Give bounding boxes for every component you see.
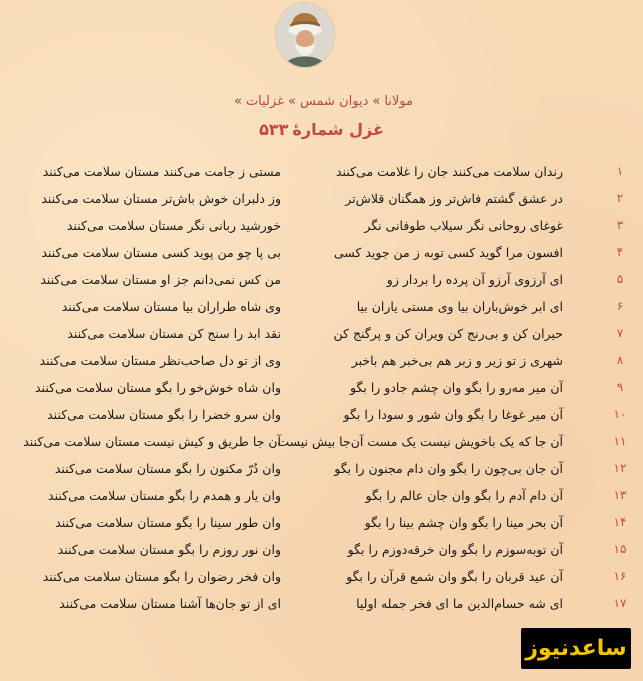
verse-number[interactable]: ۱۳ (613, 488, 627, 502)
verse-first-hemistich: آن دام آدم را بگو وان جان عالم را بگو (365, 488, 563, 503)
verse-number[interactable]: ۹ (616, 380, 624, 394)
breadcrumb-separator: » (372, 94, 381, 109)
breadcrumb-ghazals-link[interactable]: غزلیات (245, 94, 284, 109)
verse-first-hemistich: ای آرزوی آرزو آن پرده را بردار زو (386, 272, 563, 287)
verse-row (0, 591, 643, 618)
verse-first-hemistich: آن میر غوغا را بگو وان شور و سودا را بگو (343, 407, 563, 422)
verse-second-hemistich: من کس نمی‌دانم جز او مستان سلامت می‌کنند (40, 272, 281, 287)
title-prefix: غزل شمارهٔ (292, 120, 384, 139)
verse-number[interactable]: ۱ (616, 164, 624, 178)
verse-first-hemistich: حیران کن و بی‌رنج کن ویران کن و پرگنج کن (333, 326, 563, 341)
verse-row (0, 375, 643, 402)
verse-number[interactable]: ۲ (616, 191, 624, 205)
verse-row (0, 564, 643, 591)
verse-second-hemistich: نقد ابد را سنج کن مستان سلامت می‌کنند (67, 326, 281, 341)
verse-row (0, 294, 643, 321)
verse-number[interactable]: ۱۱ (613, 434, 627, 448)
breadcrumb-poet-link[interactable]: مولانا (384, 94, 414, 109)
verse-row (0, 402, 643, 429)
title-number: ۵۳۳ (259, 120, 289, 139)
verse-second-hemistich: وان سرو خضرا را بگو مستان سلامت می‌کنند (47, 407, 281, 422)
poem (0, 159, 643, 618)
poet-portrait (276, 3, 334, 67)
breadcrumb-separator: » (288, 94, 296, 109)
verse-first-hemistich: آن جا که یک باخویش نیست یک مست آن‌جا بیش نیست (277, 434, 563, 449)
verse-number[interactable]: ۱۶ (613, 569, 627, 583)
verse-first-hemistich: آن عید قربان را بگو وان شمع قرآن را بگو (346, 569, 563, 584)
verse-number[interactable]: ۱۵ (613, 542, 627, 556)
verse-row (0, 159, 643, 186)
verse-second-hemistich: وی از تو دل صاحب‌نظر مستان سلامت می‌کنند (39, 353, 281, 368)
verse-first-hemistich: افسون مرا گوید کسی توبه ز من جوید کسی (333, 245, 563, 260)
breadcrumb-separator: » (233, 94, 242, 109)
verse-first-hemistich: غوغای روحانی نگر سیلاب طوفانی نگر (364, 218, 563, 233)
verse-number[interactable]: ۱۷ (613, 596, 627, 610)
verse-second-hemistich: وان نور روزم را بگو مستان سلامت می‌کنند (57, 542, 281, 557)
verse-second-hemistich: وان شاه خوش‌خو را بگو مستان سلامت می‌کنند (35, 380, 281, 395)
verse-number[interactable]: ۶ (616, 299, 624, 313)
verse-number[interactable]: ۷ (616, 326, 624, 340)
verse-number[interactable]: ۵ (616, 272, 624, 286)
page-title (0, 120, 643, 139)
verse-row (0, 186, 643, 213)
verse-first-hemistich: آن توبه‌سوزم را بگو وان خرقه‌دوزم را بگو (347, 542, 563, 557)
verse-first-hemistich: آن میر مه‌رو را بگو وان چشم جادو را بگو (350, 380, 563, 395)
verse-first-hemistich: ای شه حسام‌الدین ما ای فخر جمله اولیا (356, 596, 563, 611)
verse-second-hemistich: بی پا چو من پوید کسی مستان سلامت می‌کنند (41, 245, 281, 260)
verse-number[interactable]: ۴ (616, 245, 624, 259)
verse-first-hemistich: آن بحر مینا را بگو وان چشم بینا را بگو (364, 515, 563, 530)
verse-number[interactable]: ۳ (616, 218, 624, 232)
verse-row (0, 429, 643, 456)
verse-row (0, 483, 643, 510)
verse-row (0, 456, 643, 483)
verse-number[interactable]: ۱۲ (613, 461, 627, 475)
verse-row (0, 240, 643, 267)
verse-second-hemistich: وز دلبران خوش باش‌تر مستان سلامت می‌کنند (41, 191, 281, 206)
verse-second-hemistich: خورشید ربانی نگر مستان سلامت می‌کنند (66, 218, 281, 233)
breadcrumb (0, 94, 643, 109)
verse-second-hemistich: وان دُرّ مکنون را بگو مستان سلامت می‌کنند (54, 461, 281, 476)
verse-row (0, 267, 643, 294)
verse-number[interactable]: ۱۴ (613, 515, 627, 529)
site-logo: ساعدنیوز (521, 628, 631, 669)
verse-first-hemistich: رندان سلامت می‌کنند جان را غلامت می‌کنند (335, 164, 563, 179)
verse-row (0, 213, 643, 240)
verse-second-hemistich: وان طور سینا را بگو مستان سلامت می‌کنند (55, 515, 281, 530)
breadcrumb-divan-link[interactable]: دیوان شمس (299, 94, 369, 109)
verse-second-hemistich: وان فخر رضوان را بگو مستان سلامت می‌کنند (42, 569, 281, 584)
verse-first-hemistich: شهری ز تو زیر و زبر هم بی‌خبر هم باخبر (351, 353, 563, 368)
verse-second-hemistich: وان یار و همدم را بگو مستان سلامت می‌کنند (48, 488, 281, 503)
verse-row (0, 348, 643, 375)
verse-second-hemistich: وی شاه طراران بیا مستان سلامت می‌کنند (61, 299, 281, 314)
verse-row (0, 510, 643, 537)
verse-number[interactable]: ۱۰ (613, 407, 627, 421)
verse-row (0, 321, 643, 348)
verse-first-hemistich: آن جان بی‌چون را بگو وان دام مجنون را بگو (334, 461, 563, 476)
verse-number[interactable]: ۸ (616, 353, 624, 367)
verse-second-hemistich: ای از تو جان‌ها آشنا مستان سلامت می‌کنند (59, 596, 281, 611)
verse-row (0, 537, 643, 564)
verse-second-hemistich: آن جا طریق و کیش نیست مستان سلامت می‌کنند (23, 434, 281, 449)
verse-second-hemistich: مستی ز جامت می‌کنند مستان سلامت می‌کنند (42, 164, 281, 179)
verse-first-hemistich: در عشق گشتم فاش‌تر وز همگنان قلاش‌تر (345, 191, 563, 206)
verse-first-hemistich: ای ابر خوش‌باران بیا وی مستی یاران بیا (356, 299, 563, 314)
